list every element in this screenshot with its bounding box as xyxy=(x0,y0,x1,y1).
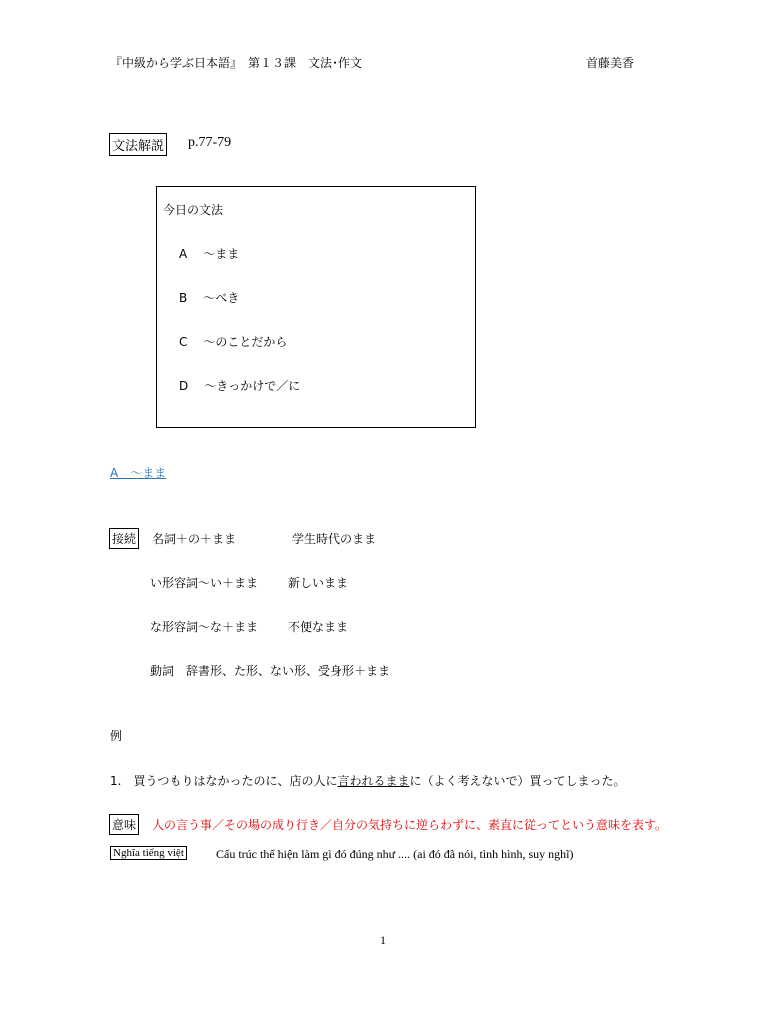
page-number: 1 xyxy=(380,933,386,947)
meaning-label: 意味 xyxy=(109,814,139,835)
connection-form: い形容詞～い＋まま xyxy=(150,576,259,590)
grammar-item-text: ～まま xyxy=(203,247,240,261)
section-label: 文法解説 xyxy=(109,133,167,156)
connection-example: 不便なまま xyxy=(288,620,349,634)
vietnamese-text: Cấu trúc thể hiện làm gì đó đúng như .... (ai đó đã nói, tình hình, suy nghĩ) xyxy=(216,847,574,861)
grammar-item-letter: D xyxy=(179,379,189,393)
grammar-item xyxy=(179,245,239,262)
grammar-item xyxy=(179,333,287,350)
connection-label: 接続 xyxy=(109,528,139,549)
connection-example: 学生時代のまま xyxy=(292,532,377,546)
grammar-item-letter: A xyxy=(179,247,188,261)
today-grammar-title: 今日の文法 xyxy=(163,203,224,217)
header-author: 首藤美香 xyxy=(586,56,635,70)
meaning-text: 人の言う事／その場の成り行き／自分の気持ちに逆らわずに、素直に従ってという意味を表す。 xyxy=(152,818,668,832)
connection-form: な形容詞～な＋まま xyxy=(150,620,259,634)
grammar-item-text: ～きっかけで／に xyxy=(204,379,301,393)
vietnamese-label: Nghĩa tiếng việt xyxy=(110,846,187,860)
grammar-item-text: ～のことだから xyxy=(203,335,288,349)
example-number: 1. xyxy=(110,774,122,788)
grammar-item-letter: B xyxy=(179,291,188,305)
grammar-item-letter: C xyxy=(179,335,188,349)
example-text-after: に（よく考えないで）買ってしまった。 xyxy=(409,774,626,788)
connection-form: 名詞＋の＋まま xyxy=(152,532,237,546)
grammar-item xyxy=(179,289,239,306)
grammar-item-text: ～べき xyxy=(203,291,240,305)
example-text-before: 買うつもりはなかったのに、店の人に xyxy=(133,774,338,788)
header-title: 『中級から学ぶ日本語』 第１３課 文法･作文 xyxy=(110,56,363,70)
section-a-heading[interactable]: A ～まま xyxy=(110,466,167,480)
page-reference: p.77-79 xyxy=(188,135,232,150)
example-underlined-phrase: 言われるまま xyxy=(337,774,410,788)
today-grammar-box xyxy=(156,186,476,428)
example-sentence xyxy=(110,772,626,789)
connection-example: 新しいまま xyxy=(288,576,349,590)
example-label: 例 xyxy=(110,729,123,743)
connection-form: 動詞 辞書形、た形、ない形、受身形＋まま xyxy=(150,664,391,678)
grammar-item xyxy=(179,377,300,394)
